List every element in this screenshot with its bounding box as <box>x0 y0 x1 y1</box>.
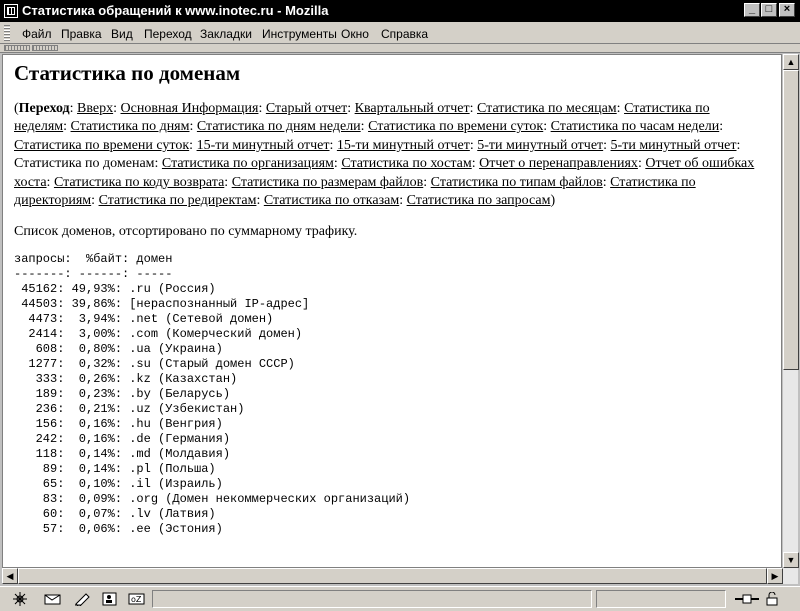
menu-tools[interactable]: Инструменты <box>262 27 337 41</box>
progress-panel <box>596 590 726 608</box>
table-row: 118: 0,14%: .md (Молдавия) <box>14 447 231 462</box>
online-icon[interactable] <box>734 592 760 606</box>
nav-link[interactable]: Статистика по часам недели <box>550 119 720 135</box>
nav-link[interactable]: Статистика по коду возврата <box>53 174 225 190</box>
page-content[interactable] <box>2 54 782 568</box>
table-row: 83: 0,09%: .org (Домен некоммерческих организаций) <box>14 492 411 507</box>
menu-file[interactable]: Файл <box>22 27 52 41</box>
nav-current: Статистика по доменам <box>14 156 155 172</box>
table-row: 44503: 39,86%: [нераспознанный IP-адрес] <box>14 297 310 312</box>
vertical-scroll-thumb[interactable] <box>783 70 799 370</box>
nav-link[interactable]: Статистика по дням недели <box>196 119 361 135</box>
nav-link[interactable]: Вверх <box>77 101 114 116</box>
vertical-scrollbar[interactable] <box>782 54 798 568</box>
menu-window[interactable]: Окно <box>341 27 369 41</box>
nav-link[interactable]: Статистика по хостам <box>341 156 472 172</box>
nav-link[interactable]: Статистика по дням <box>70 119 190 135</box>
app-icon <box>4 4 18 18</box>
svg-text:oZ: oZ <box>131 595 142 604</box>
table-separator: -------: ------: ----- <box>14 267 173 282</box>
table-row: 89: 0,14%: .pl (Польша) <box>14 462 216 477</box>
table-row: 333: 0,26%: .kz (Казахстан) <box>14 372 238 387</box>
table-row: 156: 0,16%: .hu (Венгрия) <box>14 417 223 432</box>
nav-link[interactable]: Статистика по директориям <box>14 174 696 209</box>
nav-link[interactable]: Статистика по организациям <box>161 156 334 172</box>
table-row: 242: 0,16%: .de (Германия) <box>14 432 231 447</box>
navigation-links: (Переход: Вверх: Основная Информация: Старый отчет: Квартальный отчет: Статистика по месяцам: Статистика по неделям: Статистика по дням: Статистика по дням недели: Статистика по времени суток: Статистика по часам недели: Статистика по времени суток: 15-ти минутный отчет: 15-ти минутный отчет: 5-ти минутный отчет: 5-ти минутный отчет: Статистика по доменам: Статистика по организациям: Статистика по хостам: Отчет о перенаправлениях: Отчет об ошибках хоста: Статистика по коду возврата: Статистика по размерам файлов: Статистика по типам файлов: Статистика по директориям: Статистика по редиректам: Статистика по отказам: Статистика по запросам) <box>14 101 755 209</box>
scroll-down-icon[interactable]: ▼ <box>783 552 799 568</box>
nav-link[interactable]: 15-ти минутный отчет <box>336 137 470 153</box>
close-button[interactable]: × <box>779 3 795 17</box>
table-row: 4473: 3,94%: .net (Сетевой домен) <box>14 312 274 327</box>
status-text-panel <box>152 590 592 608</box>
nav-link[interactable]: 15-ти минутный отчет <box>196 137 330 153</box>
table-row: 189: 0,23%: .by (Беларусь) <box>14 387 231 402</box>
menubar-grip[interactable] <box>4 25 10 41</box>
menu-bookmarks[interactable]: Закладки <box>200 27 252 41</box>
menu-edit[interactable]: Правка <box>61 27 102 41</box>
nav-link[interactable]: Квартальный отчет <box>354 101 470 116</box>
table-row: 57: 0,06%: .ee (Эстония) <box>14 522 223 537</box>
window-title: Статистика обращений к www.inotec.ru - Mozilla <box>22 3 329 18</box>
composer-icon[interactable] <box>74 592 90 606</box>
table-header: запросы: %байт: домен <box>14 252 173 267</box>
nav-link[interactable]: Статистика по отказам <box>263 193 400 209</box>
mail-icon[interactable] <box>44 592 60 606</box>
page-heading: Статистика по доменам <box>14 61 241 85</box>
maximize-button[interactable]: □ <box>761 3 777 17</box>
table-row: 236: 0,21%: .uz (Узбекистан) <box>14 402 245 417</box>
nav-link[interactable]: Статистика по типам файлов <box>430 174 603 190</box>
intro-text: Список доменов, отсортировано по суммарному трафику. <box>14 224 358 240</box>
collapsed-toolbar-navigation[interactable] <box>4 45 30 51</box>
minimize-button[interactable]: _ <box>744 3 760 17</box>
nav-link[interactable]: 5-ти минутный отчет <box>477 137 604 153</box>
nav-link[interactable]: Статистика по времени суток <box>368 119 544 135</box>
nav-open-paren: ( <box>14 101 19 116</box>
table-row: 45162: 49,93%: .ru (Россия) <box>14 282 216 297</box>
menu-bar <box>0 22 800 44</box>
nav-link[interactable]: Отчет об ошибках хоста <box>14 156 755 190</box>
nav-link[interactable]: Основная Информация <box>120 101 259 116</box>
nav-link[interactable]: Статистика по месяцам <box>477 101 617 116</box>
table-row: 2414: 3,00%: .com (Комерческий домен) <box>14 327 303 342</box>
scroll-left-icon[interactable]: ◀ <box>2 568 18 584</box>
nav-link[interactable]: Статистика по запросам <box>406 193 551 209</box>
title-bar <box>0 0 800 22</box>
nav-link[interactable]: Статистика по размерам файлов <box>231 174 424 190</box>
menu-go[interactable]: Переход <box>144 27 192 41</box>
status-bar <box>0 586 800 611</box>
collapsed-toolbars <box>0 44 800 53</box>
table-row: 608: 0,80%: .ua (Украина) <box>14 342 223 357</box>
menu-view[interactable]: Вид <box>111 27 133 41</box>
table-row: 60: 0,07%: .lv (Латвия) <box>14 507 216 522</box>
security-lock-icon[interactable] <box>764 592 780 606</box>
table-row: 65: 0,10%: .il (Израиль) <box>14 477 223 492</box>
nav-link[interactable]: Статистика по редиректам <box>98 193 257 209</box>
nav-link[interactable]: Статистика по времени суток <box>14 137 190 153</box>
horizontal-scrollbar[interactable] <box>2 568 798 584</box>
scroll-up-icon[interactable]: ▲ <box>783 54 799 70</box>
irc-icon[interactable] <box>128 592 144 606</box>
horizontal-scroll-thumb[interactable] <box>18 568 767 584</box>
table-row: 1277: 0,32%: .su (Старый домен СССР) <box>14 357 295 372</box>
address-book-icon[interactable] <box>102 592 118 606</box>
menu-help[interactable]: Справка <box>381 27 429 41</box>
collapsed-toolbar-personal[interactable] <box>32 45 58 51</box>
nav-link[interactable]: Статистика по неделям <box>14 101 710 135</box>
domain-table <box>14 252 762 537</box>
scroll-right-icon[interactable]: ▶ <box>767 568 783 584</box>
nav-link[interactable]: Отчет о перенаправлениях <box>479 156 638 172</box>
nav-label: Переход <box>18 101 70 116</box>
nav-link[interactable]: Старый отчет <box>265 101 348 116</box>
nav-link[interactable]: 5-ти минутный отчет <box>610 137 737 153</box>
network-icon[interactable] <box>12 592 28 606</box>
